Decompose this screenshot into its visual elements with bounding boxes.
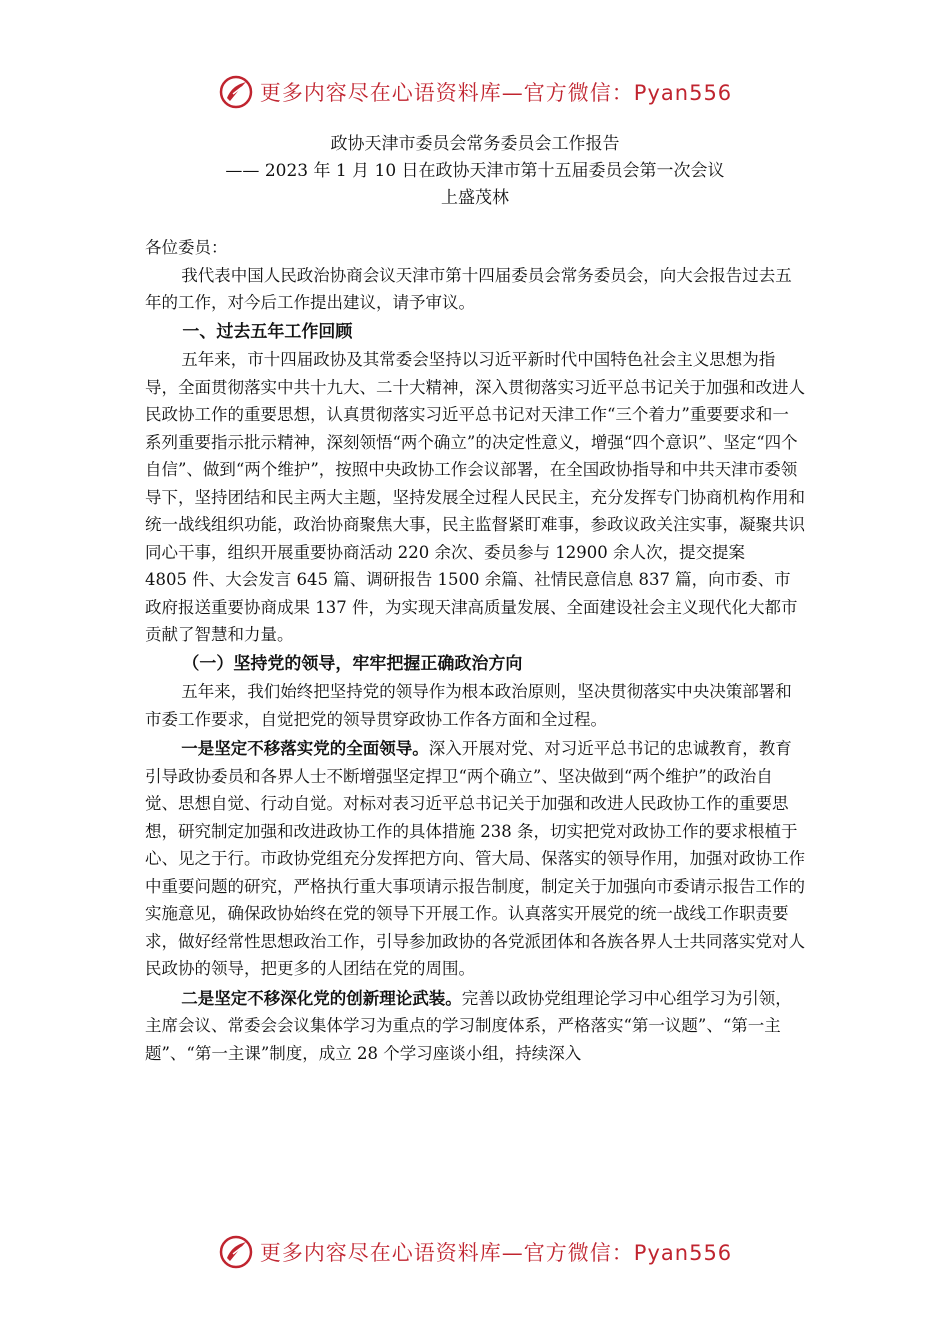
watermark-banner-top: [0, 72, 950, 112]
point-two-lead: 二是坚定不移深化党的创新理论武装。: [181, 988, 462, 1008]
intro-paragraph: 我代表中国人民政治协商会议天津市第十四届委员会常务委员会，向大会报告过去五年的工作，对今后工作提出建议，请予审议。: [145, 265, 792, 312]
point-two-text: 完善以政协党组理论学习中心组学习为引领，主席会议、常委会会议集体学习为重点的学习制度体系，严格落实“第一议题”、“第一主题”、“第一主课”制度，成立 28 个学习座谈小组，持续深入: [145, 988, 792, 1063]
document-subtitle: —— 2023 年 1 月 10 日在政协天津市第十五届委员会第一次会议: [225, 161, 725, 181]
section-heading-review: 一、过去五年工作回顾: [182, 321, 353, 342]
review-paragraph: 五年来，市十四届政协及其常委会坚持以习近平新时代中国特色社会主义思想为指导，全面贯彻落实中共十九大、二十大精神，深入贯彻落实习近平总书记关于加强和改进人民政协工作的重要思想，认真贯彻落实习近平总书记对天津工作“三个着力”重要要求和一系列重要指示批示精神，深刻领悟“两个确立”的决定性意义，增强“四个意识”、坚定“四个自信”、做到“两个维护”，按照中央政协工作会议部署，在全国政协指导和中共天津市委领导下，坚持团结和民主两大主题，坚持发展全过程人民民主，充分发挥专门协商机构作用和统一战线组织功能，政治协商聚焦大事，民主监督紧盯难事，参政议政关注实事，凝聚共识同心干事，组织开展重要协商活动 220 余次、委员参与 12900 余人次，提交提案: [145, 350, 805, 562]
watermark-banner-bottom: [0, 1232, 950, 1272]
subsection-heading-party-leadership: （一）坚持党的领导，牢牢把握正确政治方向: [182, 653, 523, 674]
watermark-text: 更多内容尽在心语资料库—官方微信：Pyan556: [259, 1241, 733, 1265]
point-one-paragraph: [145, 735, 805, 983]
document-title: 政协天津市委员会常务委员会工作报告: [330, 134, 620, 154]
watermark-text: 更多内容尽在心语资料库—官方微信：Pyan556: [259, 81, 733, 105]
salutation: 各位委员：: [145, 238, 228, 257]
point-two-paragraph: [145, 985, 805, 1068]
document-title-block: [0, 131, 950, 212]
review-paragraph-continued: 4805 件、大会发言 645 篇、调研报告 1500 余篇、社情民意信息 837 篇，向市委、市政府报送重要协商成果 137 件，为实现天津高质量发展、全面建设社会主义现代化大都市贡献了智慧和力量。: [145, 570, 798, 644]
point-one-lead: 一是坚定不移落实党的全面领导。: [181, 739, 429, 758]
brand-logo-icon: [218, 74, 254, 110]
party-leadership-paragraph: 五年来，我们始终把坚持党的领导作为根本政治原则，坚决贯彻落实中央决策部署和市委工作要求，自觉把党的领导贯穿政协工作各方面和全过程。: [145, 682, 792, 729]
point-one-text: 深入开展对党、对习近平总书记的忠诚教育，教育引导政协委员和各界人士不断增强坚定捍卫“两个确立”、坚决做到“两个维护”的政治自觉、思想自觉、行动自觉。对标对表习近平总书记关于加强和改进人民政协工作的重要思想，研究制定加强和改进政协工作的具体措施 238 条，切实把党对政协工作的要求根植于心、见之于行。市政协党组充分发挥把方向、管大局、保落实的领导作用，加强对政协工作中重要问题的研究，严格执行重大事项请示报告制度，制定关于加强向市委请示报告工作的实施意见，确保政协始终在党的领导下开展工作。认真落实开展党的统一战线工作职责要求，做好经常性思想政治工作，引导参加政协的各党派团体和各族各界人士共同落实党对人民政协的领导，把更多的人团结在党的周围。: [145, 739, 805, 978]
document-body: [145, 234, 805, 1067]
document-author: 上盛茂林: [441, 188, 509, 208]
brand-logo-icon: [218, 1234, 254, 1270]
